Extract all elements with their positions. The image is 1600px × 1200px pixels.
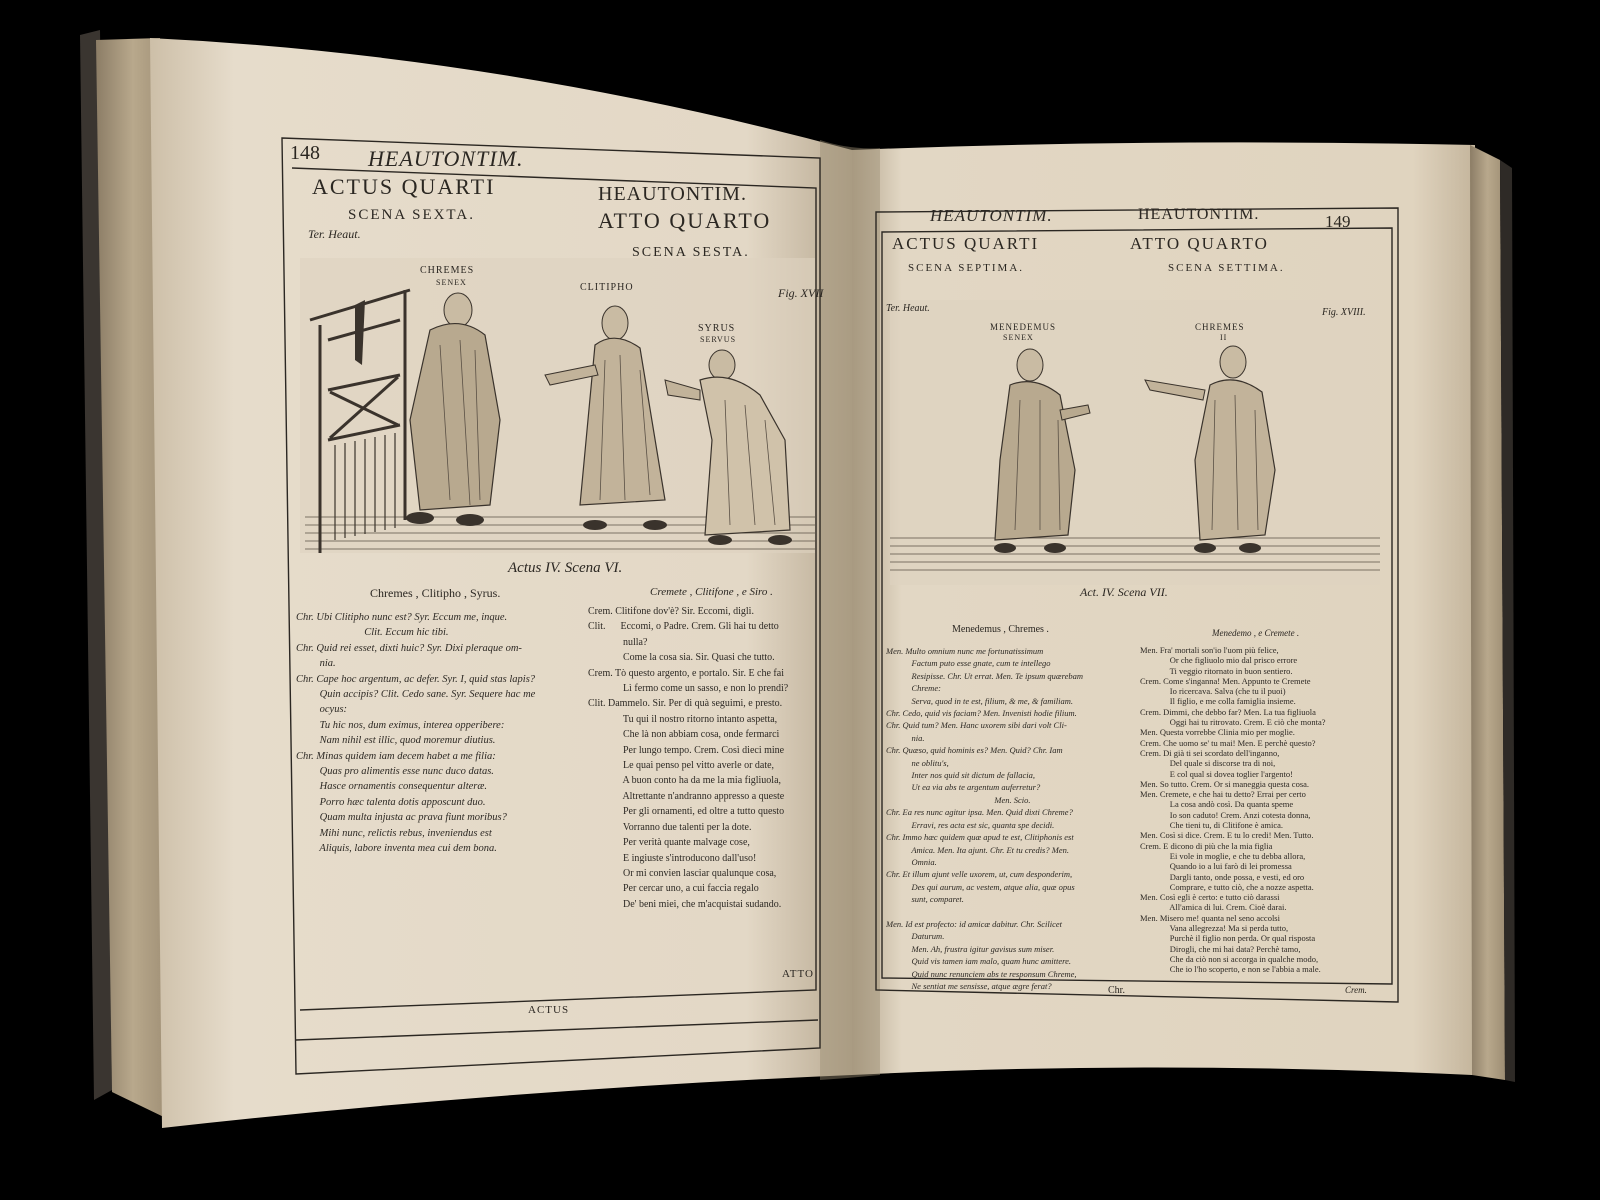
figure-label: SENEX (1003, 333, 1034, 342)
catchword: ACTUS (528, 1004, 570, 1016)
right-page-edge (1470, 145, 1505, 1080)
figure-label: CHREMES (1195, 322, 1245, 332)
cast-list-italian: Menedemo , e Cremete . (1212, 628, 1300, 638)
italian-dialogue: Crem. Clitifone dov'è? Sir. Eccomi, digli. Clit. Eccomi, o Padre. Crem. Gli hai tu detto nulla? Come la cosa sia. Sir. Quasi che tutto. Crem. Tò questo argento, e portalo. Sir. E che fai Lì fermo come un sasso, e non lo prendi? Clit. Dammelo. Sir. Per di quà seguimi, e presto. Tu qui il nostro ritorno intanto aspetta, Che là non abbiam cosa, onde fermarci Per lungo tempo. Crem. Così dieci mine Le quai penso pel vitto averle or date, A buon conto ha da me la mia figliuola, Altrettante n'andranno appresso a queste Per gli ornamenti, ed oltre a tutto questo Vorranno due talenti per la dote. Per verità quante malvage cose, E ingiuste s'introducono dall'uso! Or mi convien lasciar qualunque cosa, Per cercar uno, a cui faccia regalo De' beni miei, che m'acquistai sudando. (588, 606, 789, 910)
plate-figure-number: Fig. XVII (778, 286, 824, 300)
running-head-latin: HEAUTONTIM. (930, 206, 1053, 225)
left-engraving (300, 258, 815, 553)
page-number: 149 (1325, 212, 1351, 231)
scene-title-latin: SCENA SEPTIMA. (908, 262, 1025, 274)
scene-title-latin: SCENA SEXTA. (348, 207, 475, 223)
act-title-latin: ACTUS QUARTI (312, 174, 496, 199)
figure-label: SYRUS (698, 323, 736, 334)
plate-source: Ter. Heaut. (886, 303, 930, 314)
running-head-italian: HEAUTONTIM. (598, 183, 747, 205)
figure-label: SENEX (436, 278, 467, 287)
act-title-latin: ACTUS QUARTI (892, 234, 1040, 253)
scene-title-italian: SCENA SETTIMA. (1168, 262, 1285, 274)
cast-list-latin: Chremes , Clitipho , Syrus. (370, 586, 501, 600)
plate-caption: Act. IV. Scena VII. (1080, 585, 1168, 599)
scene-title-italian: SCENA SESTA. (632, 245, 750, 260)
cast-list-italian: Cremete , Clitifone , e Siro . (650, 586, 773, 598)
act-title-italian: ATTO QUARTO (598, 208, 772, 233)
running-head-italian: HEAUTONTIM. (1138, 206, 1260, 223)
catchword: Chr. (1108, 985, 1125, 996)
latin-dialogue: Chr. Ubi Clitipho nunc est? Syr. Eccum me, inque. Clit. Eccum hic tibi. Chr. Quid rei esset, dixti huic? Syr. Dixi pleraque om- nia. Chr. Cape hoc argentum, ac defer. Syr. I, quid stas lapis? Quin accipis? Clit. Cedo sane. Syr. Sequere hac me ocyus: Tu hic nos, dum eximus, interea opperibere: Nam nihil est illic, quod moremur diutius. Chr. Minas quidem iam decem habet a me filia: Quas pro alimentis esse nunc duco datas. Hasce ornamentis consequentur alteræ. Porro hæc talenta dotis apposcunt duo. Quam multa injusta ac prava fiunt moribus? Mihi nunc, relictis rebus, inveniendus est Aliquis, labore inventa mea cui dem bona. (296, 612, 536, 855)
plate-figure-number: Fig. XVIII. (1322, 307, 1366, 318)
italian-dialogue: Men. Fra' mortali son'io l'uom più felice, Or che figliuolo mio dal prisco errore Ti veggio ritornato in buon sentiero. Crem. Come s'inganna! Men. Appunto te Cremete Io ricercava. Salva (che tu il puoi) Il figlio, e me colla famiglia insieme. Crem. Dimmi, che debbo far? Men. La tua figliuola Oggi hai tu ritrovato. Crem. E ciò che monta? Men. Questa vorrebbe Clinia mio per moglie. Crem. Che uomo se' tu mai! Men. E perchè questo? Crem. Di già ti sei scordato dell'inganno, Del quale si discorse tra di noi, E col qual si dovea toglier l'argento! Men. So tutto. Crem. Or si maneggia questa cosa. Men. Cremete, e che hai tu detto? Errai per certo La cosa andò così. Da quanta speme Io son caduto! Crem. Anzi cotesta donna, Che tieni tu, di Clitifone è amica. Men. Così si dice. Crem. E tu lo credi! Men. Tutto. Crem. E dicono di più che la mia figlia Ei vole in moglie, e che tu debba allora, Quando io a lui farò di lei promessa Dargli tanto, onde possa, e vesti, ed oro Comprare, e tutto ciò, che a nozze aspetta. Men. Così egli è certo: e tutto ciò darassi All'amica di lui. Crem. Cioè darai. Men. Misero me! quanta nel seno accolsi Vana allegrezza! Ma si perda tutto, Purchè il figlio non perda. Or qual risposta Dirogli, che mi hai data? Perchè tamo, Che da ciò non si accorga in qualche modo, Che io l'ho scoperto, e non se l'abbia a male. (1140, 645, 1326, 975)
latin-dialogue: Men. Multo omnium nunc me fortunatissimum Factum puto esse gnate, cum te intellego Resipisse. Chr. Ut errat. Men. Te ipsum quærebam Chreme: Serva, quod in te est, filium, & me, & familiam. Chr. Cedo, quid vis faciam? Men. Invenisti hodie filium. Chr. Quid tum? Men. Hanc uxorem sibi dari volt Cli- nia. Chr. Quæso, quid hominis es? Men. Quid? Chr. Iam ne oblitu's, Inter nos quid sit dictum de fallacia, Ut ea via abs te argentum auferretur? Men. Scio. Chr. Ea res nunc agitur ipsa. Men. Quid dixti Chreme? Erravi, res acta est sic, quanta spe decidi. Chr. Immo hæc quidem quæ apud te est, Clitiphonis est Amica. Men. Ita ajunt. Chr. Et tu credis? Men. Omnia. Chr. Et illum ajunt velle uxorem, ut, cum desponderim, Des qui aurum, ac vestem, atque alia, quæ opus sunt, comparet. Men. Id est profecto: id amicæ dabitur. Chr. Scilicet Daturum. Men. Ah, frustra igitur gavisus sum miser. Quid vis tamen iam malo, quam hunc amittere. Quid nunc renunciem abs te responsum Chreme, Ne sentiat me sensisse, atque ægre ferat? (886, 646, 1083, 991)
act-title-italian: ATTO QUARTO (1130, 234, 1269, 253)
cast-list-latin: Menedemus , Chremes . (952, 624, 1049, 635)
plate-caption: Actus IV. Scena VI. (508, 560, 623, 576)
catchword: Crem. (1345, 985, 1367, 995)
catchword: ATTO (782, 968, 814, 980)
figure-label: CLITIPHO (580, 282, 634, 293)
page-number: 148 (290, 142, 320, 164)
figure-label: CHREMES (420, 265, 475, 276)
running-head-latin: HEAUTONTIM. (368, 146, 524, 171)
plate-source: Ter. Heaut. (308, 227, 361, 241)
figure-label: II (1220, 333, 1228, 342)
figure-label: SERVUS (700, 335, 737, 344)
right-engraving (890, 300, 1380, 585)
figure-label: MENEDEMUS (990, 322, 1057, 332)
